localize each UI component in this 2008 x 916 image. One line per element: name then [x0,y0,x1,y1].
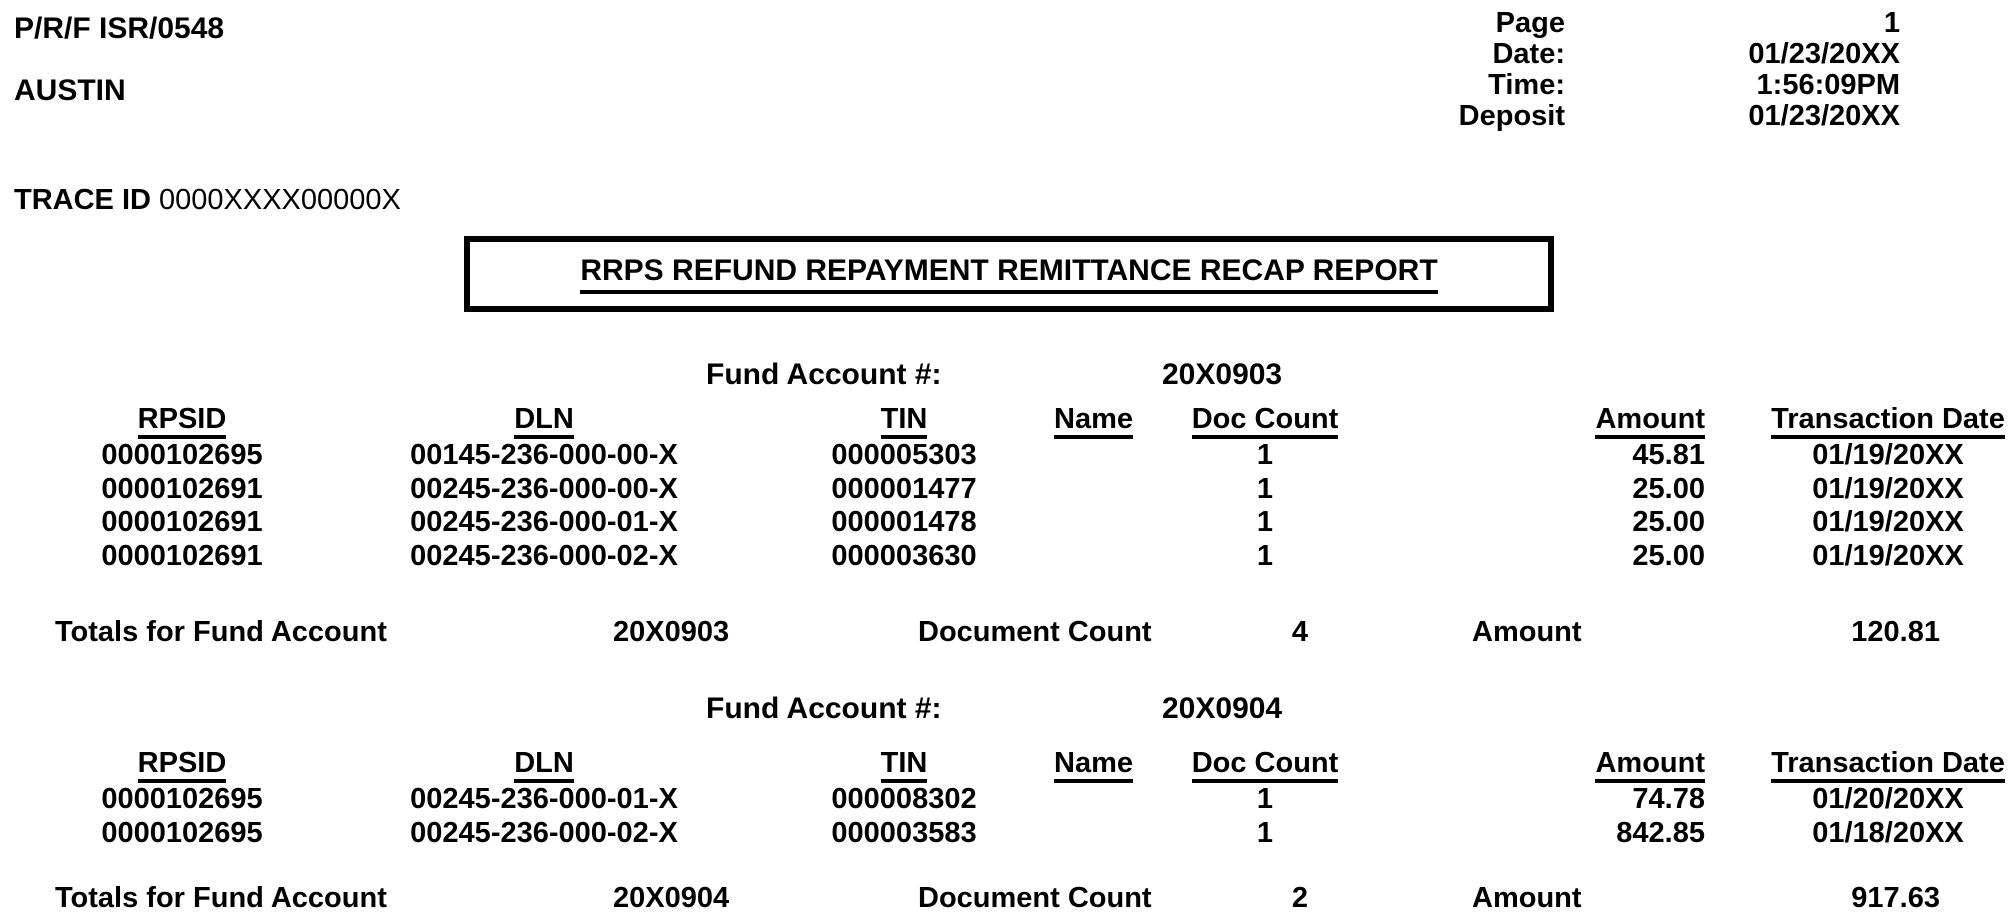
time-value: 1:56:09PM [1756,69,1900,101]
name-cell [1054,783,1130,817]
totals-doc-count-value: 4 [1291,616,1309,648]
amount-cell: 45.81 [1632,439,1705,471]
table-header-row [0,744,2008,783]
doc-count-header: Doc Count [1130,744,1400,783]
rpsid-cell: 0000102691 [101,539,263,572]
doc-count-cell: 1 [1256,539,1274,572]
name-cell [1054,473,1130,507]
dln-cell: 00245-236-000-02-X [410,539,678,572]
deposit-date: 01/23/20XX [1748,100,1900,132]
transaction-date-header: Transaction Date [1713,400,2008,439]
table-row [0,506,2008,540]
trace-id-line [14,184,401,217]
amount-header: Amount [1400,400,1713,439]
fund-account-line [0,358,2008,392]
rpsid-cell: 0000102691 [101,506,263,538]
meta-row-deposit [1400,101,1900,132]
rpsid-cell: 0000102695 [101,783,263,815]
totals-amount-label: Amount [1472,882,1582,914]
transaction-date-header: Transaction Date [1713,744,2008,783]
meta-row-time [1400,70,1900,101]
doc-count-header: Doc Count [1130,400,1400,439]
fund-account-number: 20X0903 [1162,358,1283,391]
table-row [0,817,2008,851]
table-header-row [0,400,2008,439]
amount-cell: 25.00 [1632,472,1705,505]
transaction-date-cell: 01/19/20XX [1812,439,1964,471]
page-label: Page [1495,7,1565,39]
report-title-box [464,236,1554,312]
trace-id-label: TRACE ID [14,184,151,216]
deposit-label: Deposit [1458,100,1565,132]
fund-account-label: Fund Account #: [706,692,942,725]
amount-cell: 25.00 [1632,539,1705,572]
table-row [0,473,2008,507]
rpsid-cell: 0000102691 [101,472,263,505]
name-cell [1054,540,1130,574]
tin-cell: 000003583 [831,816,977,849]
rpsid-header: RPSID [0,400,364,439]
fund-account-line [0,692,2008,726]
amount-header: Amount [1400,744,1713,783]
tin-cell: 000001477 [831,472,977,505]
remittance-table [0,744,2008,850]
report-title: RRPS REFUND REPAYMENT REMITTANCE RECAP REPORT [580,254,1437,294]
tin-header: TIN [724,744,1054,783]
remittance-table [0,400,2008,573]
transaction-date-cell: 01/19/20XX [1812,506,1964,538]
transaction-date-cell: 01/19/20XX [1812,472,1964,505]
table-row [0,439,2008,473]
tin-cell: 000005303 [831,439,977,471]
totals-amount-value: 120.81 [1851,616,1940,648]
rpsid-header: RPSID [0,744,364,783]
trace-id-value: 0000XXXX00000X [159,184,401,216]
name-header: Name [1054,744,1130,783]
amount-cell: 842.85 [1616,816,1705,849]
tin-cell: 000003630 [831,539,977,572]
doc-count-cell: 1 [1256,783,1274,815]
dln-cell: 00245-236-000-01-X [410,506,678,538]
rpsid-cell: 0000102695 [101,439,263,471]
table-row [0,540,2008,574]
doc-count-cell: 1 [1256,439,1274,471]
name-cell [1054,506,1130,540]
transaction-date-cell: 01/19/20XX [1812,539,1964,572]
totals-row [0,616,2008,650]
name-header: Name [1054,400,1130,439]
fund-account-number: 20X0904 [1162,692,1283,725]
totals-doc-count-label: Document Count [918,616,1152,648]
site-name: AUSTIN [14,74,126,107]
tin-cell: 000001478 [831,506,977,538]
dln-header: DLN [364,400,724,439]
page-meta-block [1400,8,1900,132]
name-cell [1054,817,1130,851]
doc-count-cell: 1 [1256,506,1274,538]
rpsid-cell: 0000102695 [101,816,263,849]
date-value: 01/23/20XX [1748,38,1900,70]
totals-amount-value: 917.63 [1851,882,1940,914]
date-label: Date: [1492,38,1565,70]
dln-cell: 00245-236-000-00-X [410,472,678,505]
totals-amount-label: Amount [1472,616,1582,648]
totals-fund-account: 20X0903 [613,616,730,648]
name-cell [1054,439,1130,473]
totals-label: Totals for Fund Account [55,616,387,648]
fund-account-label: Fund Account #: [706,358,942,391]
dln-cell: 00245-236-000-02-X [410,816,678,849]
doc-count-cell: 1 [1256,816,1274,849]
time-label: Time: [1488,69,1565,101]
totals-doc-count-label: Document Count [918,882,1152,914]
totals-fund-account: 20X0904 [613,882,730,914]
table-row [0,783,2008,817]
meta-row-page [1400,8,1900,39]
dln-header: DLN [364,744,724,783]
doc-count-cell: 1 [1256,472,1274,505]
page-number: 1 [1883,7,1900,39]
transaction-date-cell: 01/20/20XX [1812,783,1964,815]
totals-doc-count-value: 2 [1291,882,1309,914]
meta-row-date [1400,39,1900,70]
dln-cell: 00145-236-000-00-X [410,439,678,471]
tin-cell: 000008302 [831,783,977,815]
totals-label: Totals for Fund Account [55,882,387,914]
amount-cell: 74.78 [1632,783,1705,815]
totals-row [0,882,2008,916]
dln-cell: 00245-236-000-01-X [410,783,678,815]
amount-cell: 25.00 [1632,506,1705,538]
report-id: P/R/F ISR/0548 [14,12,225,45]
tin-header: TIN [724,400,1054,439]
transaction-date-cell: 01/18/20XX [1812,816,1964,849]
